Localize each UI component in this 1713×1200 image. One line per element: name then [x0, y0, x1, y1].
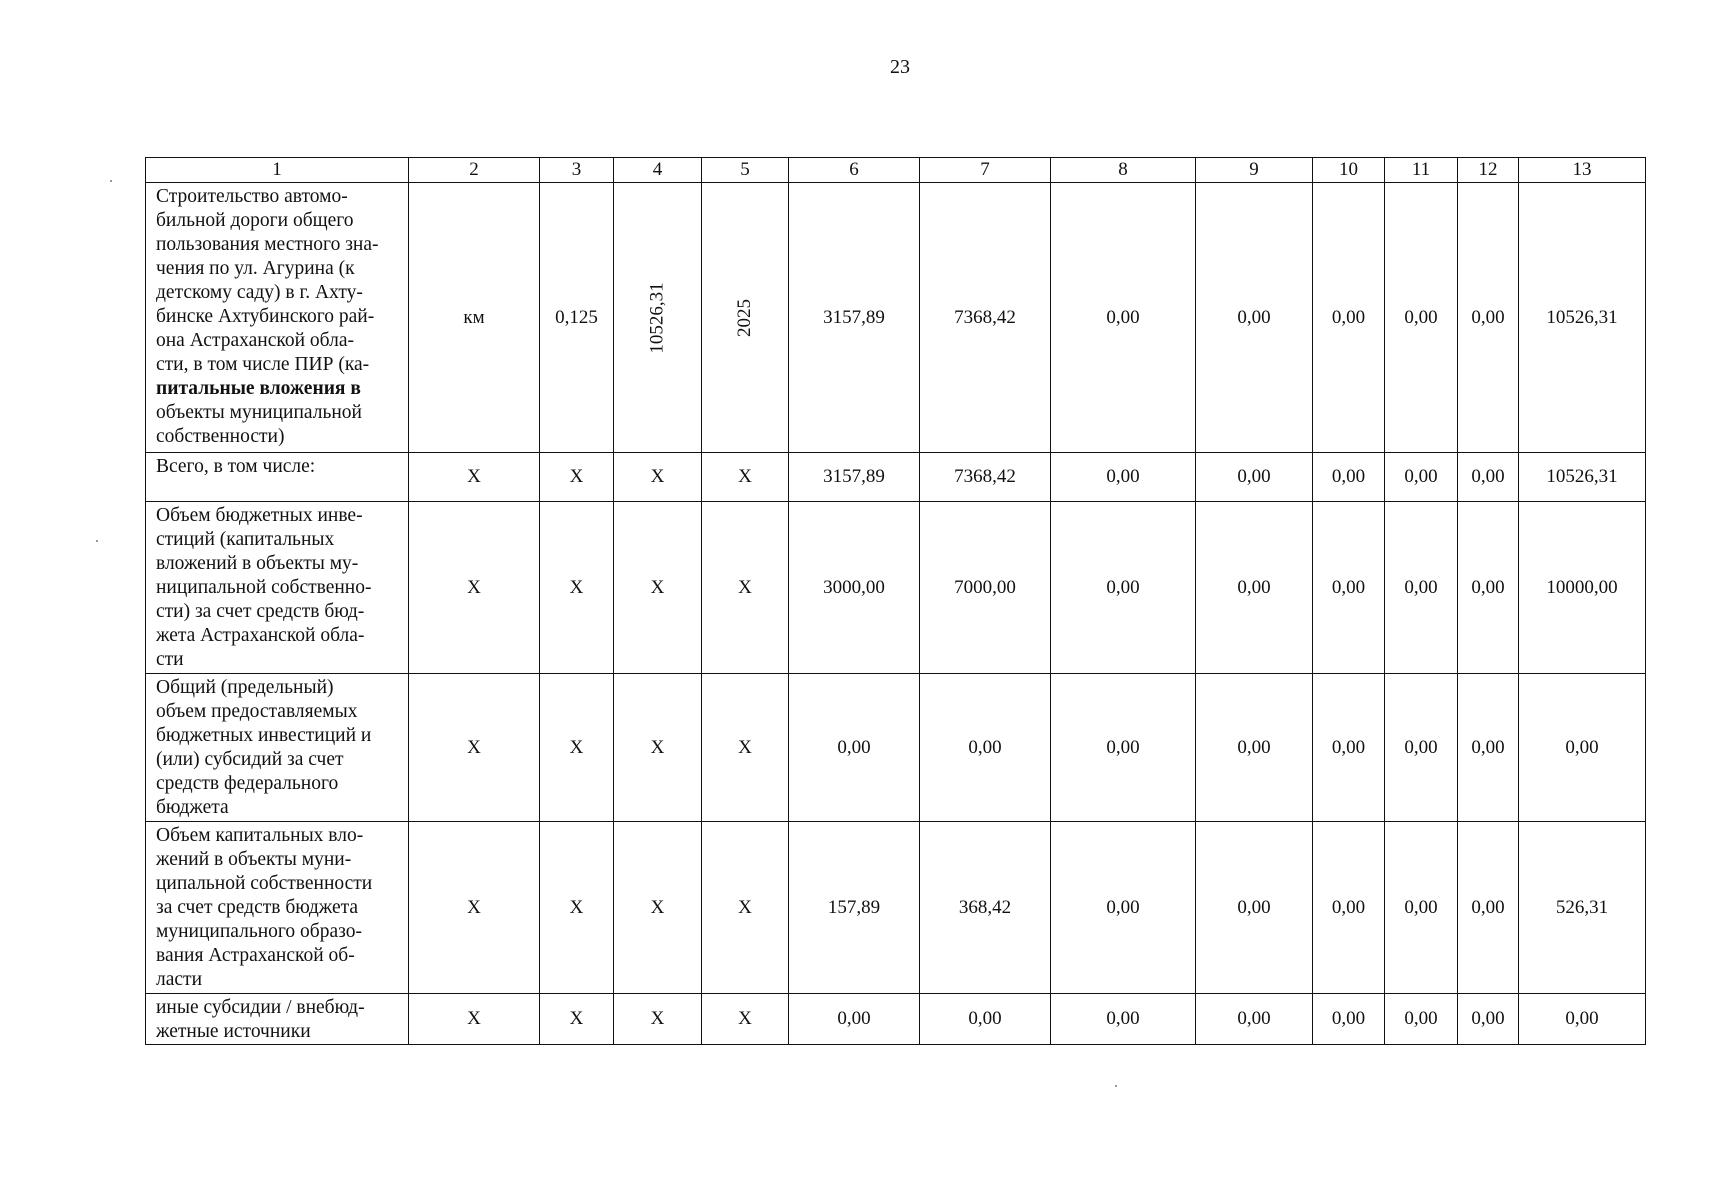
year-value: 2025 [734, 298, 755, 337]
description-line: жетные источники [156, 1021, 311, 1042]
description-line: средств федерального [156, 773, 339, 794]
header-cell: 8 [1051, 158, 1196, 183]
description-line: Объем капитальных вло- [156, 825, 364, 846]
total-cell: 0,00 [1519, 994, 1646, 1045]
estimated-cost-cell [614, 183, 702, 453]
value-cell: 0,00 [1051, 822, 1196, 994]
value-cell: 0,00 [1385, 674, 1458, 822]
description-line: сти [156, 649, 184, 670]
scan-speck [110, 180, 112, 182]
header-cell: 12 [1458, 158, 1519, 183]
value-cell: X [614, 453, 702, 502]
value-cell: 0,00 [789, 674, 920, 822]
value-cell: X [409, 674, 540, 822]
description-line: Всего, в том числе: [156, 456, 316, 477]
description-line: сти, в том числе ПИР (ка- [156, 354, 370, 375]
value-cell: 0,00 [1051, 502, 1196, 674]
value-cell: 0,00 [1458, 674, 1519, 822]
value-cell: 0,00 [1458, 502, 1519, 674]
value-cell: X [540, 822, 614, 994]
value-cell: 0,00 [1385, 994, 1458, 1045]
description-line: жета Астраханской обла- [156, 625, 365, 646]
value-cell: 3000,00 [789, 502, 920, 674]
value-cell: X [409, 453, 540, 502]
value-cell: 0,00 [1385, 453, 1458, 502]
total-cell: 10526,31 [1519, 453, 1646, 502]
row-description [146, 822, 409, 994]
value-cell: 0,00 [789, 994, 920, 1045]
header-cell: 9 [1196, 158, 1313, 183]
description-line: сти) за счет средств бюд- [156, 601, 365, 622]
value-cell: 0,00 [1313, 674, 1385, 822]
description-line: муниципального образо- [156, 921, 362, 942]
header-row [146, 158, 1646, 183]
description-line: ципальной собственности [156, 873, 373, 894]
value-cell: 0,00 [1051, 674, 1196, 822]
value-cell: X [540, 453, 614, 502]
value-cell: 7368,42 [920, 183, 1051, 453]
description-line: Общий (предельный) [156, 677, 334, 698]
description-line: собственности) [156, 426, 285, 447]
value-cell: X [702, 994, 789, 1045]
value-cell: 0,00 [1313, 822, 1385, 994]
value-cell: 0,00 [1313, 183, 1385, 453]
value-cell: X [540, 674, 614, 822]
value-cell: 0,00 [1458, 822, 1519, 994]
estimated-cost-value: 10526,31 [646, 281, 668, 354]
description-line: объем предоставляемых [156, 701, 358, 722]
value-cell: 0,00 [920, 674, 1051, 822]
value-cell: 0,00 [1458, 994, 1519, 1045]
table-row [146, 822, 1646, 994]
description-line: бильной дороги общего [156, 210, 354, 231]
budget-table [145, 157, 1646, 1045]
description-line: объекты муниципальной [156, 402, 362, 423]
row-description [146, 183, 409, 453]
value-cell: X [614, 674, 702, 822]
header-cell: 13 [1519, 158, 1646, 183]
header-cell: 7 [920, 158, 1051, 183]
value-cell: X [614, 502, 702, 674]
header-cell: 3 [540, 158, 614, 183]
table-row [146, 183, 1646, 453]
description-line: питальные вложения в [156, 378, 361, 399]
description-line: бюджетных инвестиций и [156, 725, 372, 746]
value-cell: X [409, 822, 540, 994]
capacity-cell: 0,125 [540, 183, 614, 453]
description-line: детскому саду) в г. Ахту- [156, 282, 363, 303]
value-cell: 0,00 [1385, 502, 1458, 674]
row-description [146, 994, 409, 1045]
description-line: ласти [156, 969, 202, 990]
value-cell: 0,00 [1196, 502, 1313, 674]
value-cell: 0,00 [1196, 183, 1313, 453]
header-cell: 2 [409, 158, 540, 183]
value-cell: 0,00 [1458, 453, 1519, 502]
scan-speck [96, 540, 98, 542]
value-cell: 7000,00 [920, 502, 1051, 674]
table-row [146, 502, 1646, 674]
description-line: Строительство автомо- [156, 186, 348, 207]
value-cell: 0,00 [1051, 183, 1196, 453]
description-line: (или) субсидий за счет [156, 749, 344, 770]
value-cell: 3157,89 [789, 453, 920, 502]
value-cell: 0,00 [1313, 994, 1385, 1045]
description-line: иные субсидии / внебюд- [156, 997, 365, 1018]
total-cell: 0,00 [1519, 674, 1646, 822]
value-cell: 0,00 [1051, 994, 1196, 1045]
value-cell: 0,00 [1458, 183, 1519, 453]
total-cell: 10526,31 [1519, 183, 1646, 453]
description-line: ниципальной собственно- [156, 577, 372, 598]
value-cell: 0,00 [1385, 822, 1458, 994]
header-cell: 5 [702, 158, 789, 183]
header-cell: 10 [1313, 158, 1385, 183]
description-line: вания Астраханской об- [156, 945, 355, 966]
table-row [146, 453, 1646, 502]
description-line: стиций (капитальных [156, 529, 335, 550]
value-cell: X [702, 453, 789, 502]
row-description [146, 453, 409, 502]
value-cell: 7368,42 [920, 453, 1051, 502]
description-line: жений в объекты муни- [156, 849, 352, 870]
table-row [146, 994, 1646, 1045]
header-cell: 4 [614, 158, 702, 183]
year-cell [702, 183, 789, 453]
header-cell: 11 [1385, 158, 1458, 183]
value-cell: 0,00 [1385, 183, 1458, 453]
value-cell: X [409, 994, 540, 1045]
value-cell: 0,00 [1051, 453, 1196, 502]
value-cell: 0,00 [1313, 453, 1385, 502]
value-cell: X [409, 502, 540, 674]
row-description [146, 502, 409, 674]
description-line: Объем бюджетных инве- [156, 505, 363, 526]
header-cell: 1 [146, 158, 409, 183]
total-cell: 10000,00 [1519, 502, 1646, 674]
value-cell: X [702, 502, 789, 674]
value-cell: 3157,89 [789, 183, 920, 453]
scan-speck [1115, 1085, 1117, 1087]
page-number: 23 [890, 56, 910, 78]
value-cell: 368,42 [920, 822, 1051, 994]
table-row [146, 674, 1646, 822]
total-cell: 526,31 [1519, 822, 1646, 994]
row-description [146, 674, 409, 822]
value-cell: X [614, 994, 702, 1045]
description-line: бюджета [156, 797, 229, 818]
value-cell: X [614, 822, 702, 994]
value-cell: 0,00 [1196, 994, 1313, 1045]
value-cell: 157,89 [789, 822, 920, 994]
description-line: за счет средств бюджета [156, 897, 359, 918]
description-line: она Астраханской обла- [156, 330, 354, 351]
description-line: пользования местного зна- [156, 234, 379, 255]
value-cell: 0,00 [1313, 502, 1385, 674]
value-cell: X [702, 674, 789, 822]
description-line: вложений в объекты му- [156, 553, 359, 574]
description-line: чения по ул. Агурина (к [156, 258, 355, 279]
value-cell: X [540, 994, 614, 1045]
unit-cell: км [409, 183, 540, 453]
value-cell: X [702, 822, 789, 994]
description-line: бинске Ахтубинского рай- [156, 306, 375, 327]
value-cell: 0,00 [920, 994, 1051, 1045]
value-cell: 0,00 [1196, 453, 1313, 502]
value-cell: X [540, 502, 614, 674]
value-cell: 0,00 [1196, 674, 1313, 822]
value-cell: 0,00 [1196, 822, 1313, 994]
header-cell: 6 [789, 158, 920, 183]
